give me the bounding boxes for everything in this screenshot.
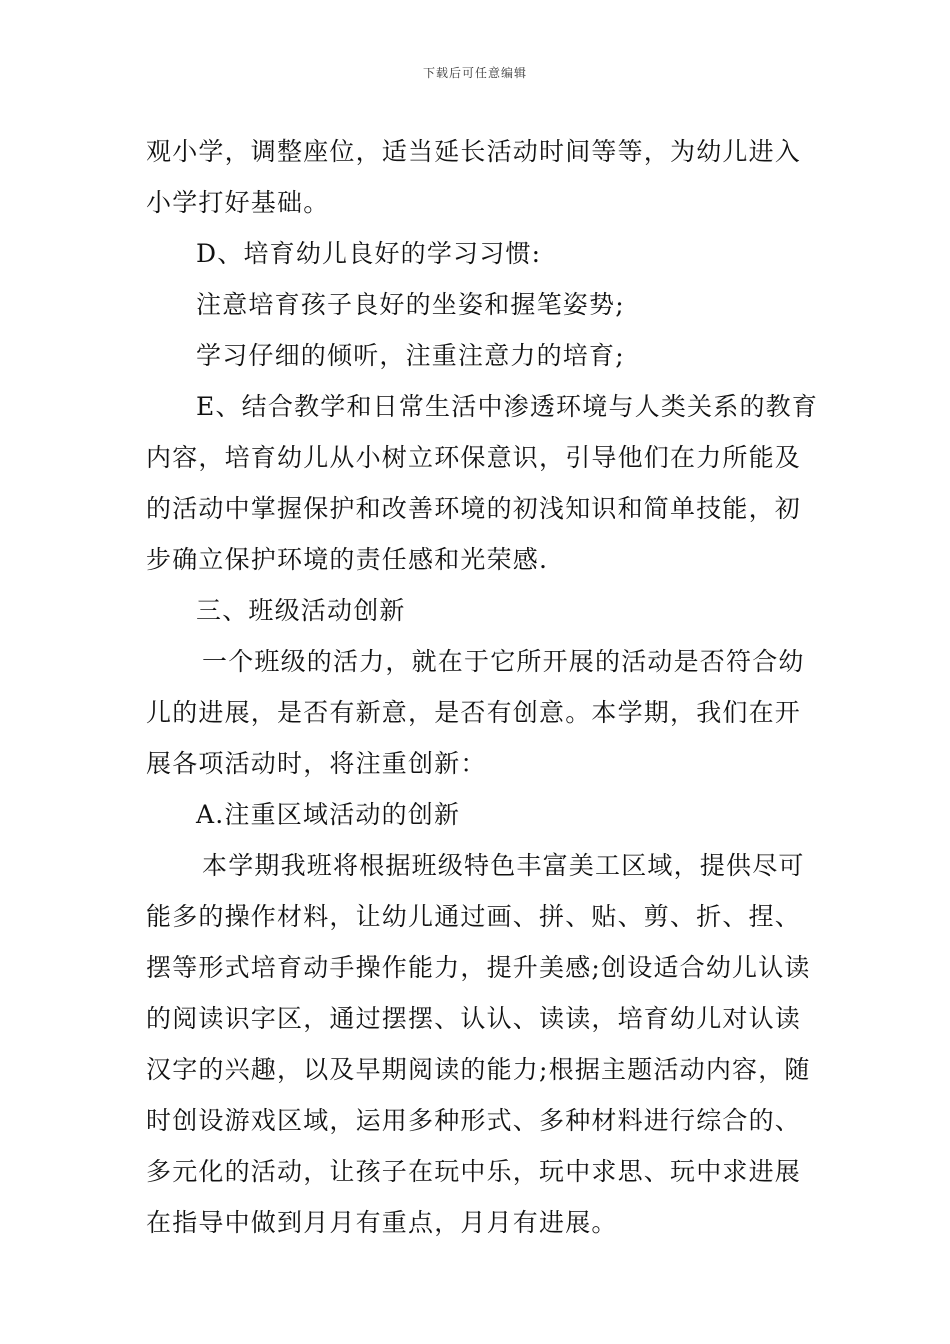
text-line: 学习仔细的倾听，注重注意力的培育; bbox=[196, 341, 625, 370]
text-line: 汉字的兴趣，以及早期阅读的能力;根据主题活动内容，随 bbox=[146, 1055, 811, 1084]
text-line: E、结合教学和日常生活中渗透环境与人类关系的教育 bbox=[196, 392, 819, 421]
text-line: 本学期我班将根据班级特色丰富美工区域，提供尽可 bbox=[202, 851, 805, 880]
subsection-heading: A.注重区域活动的创新 bbox=[196, 800, 461, 829]
text-line: 多元化的活动，让孩子在玩中乐，玩中求思、玩中求进展 bbox=[146, 1157, 802, 1186]
text-line: 能多的操作材料，让幼儿通过画、拼、贴、剪、折、捏、 bbox=[146, 902, 802, 931]
text-line: 时创设游戏区域，运用多种形式、多种材料进行综合的、 bbox=[146, 1106, 802, 1135]
document-body bbox=[146, 126, 819, 1248]
text-line: 展各项活动时，将注重创新： bbox=[146, 749, 487, 778]
text-line: 注意培育孩子良好的坐姿和握笔姿势; bbox=[196, 290, 625, 319]
text-line: 的阅读识字区，通过摆摆、认认、读读，培育幼儿对认读 bbox=[146, 1004, 802, 1033]
text-line: 小学打好基础。 bbox=[146, 188, 330, 217]
text-line: D、培育幼儿良好的学习习惯: bbox=[196, 239, 542, 268]
section-heading: 三、班级活动创新 bbox=[196, 596, 406, 625]
text-line: 一个班级的活力，就在于它所开展的活动是否符合幼 bbox=[202, 647, 805, 676]
text-line: 观小学，调整座位，适当延长活动时间等等，为幼儿进入 bbox=[146, 137, 802, 166]
text-line: 步确立保护环境的责任感和光荣感. bbox=[146, 545, 549, 574]
text-line: 内容，培育幼儿从小树立环保意识，引导他们在力所能及 bbox=[146, 443, 802, 472]
text-line: 儿的进展，是否有新意，是否有创意。本学期，我们在开 bbox=[146, 698, 802, 727]
text-line: 摆等形式培育动手操作能力，提升美感;创设适合幼儿认读 bbox=[146, 953, 811, 982]
text-line: 的活动中掌握保护和改善环境的初浅知识和简单技能，初 bbox=[146, 494, 802, 523]
text-line: 在指导中做到月月有重点，月月有进展。 bbox=[146, 1208, 618, 1237]
page-header: 下载后可任意编辑 bbox=[422, 66, 527, 80]
